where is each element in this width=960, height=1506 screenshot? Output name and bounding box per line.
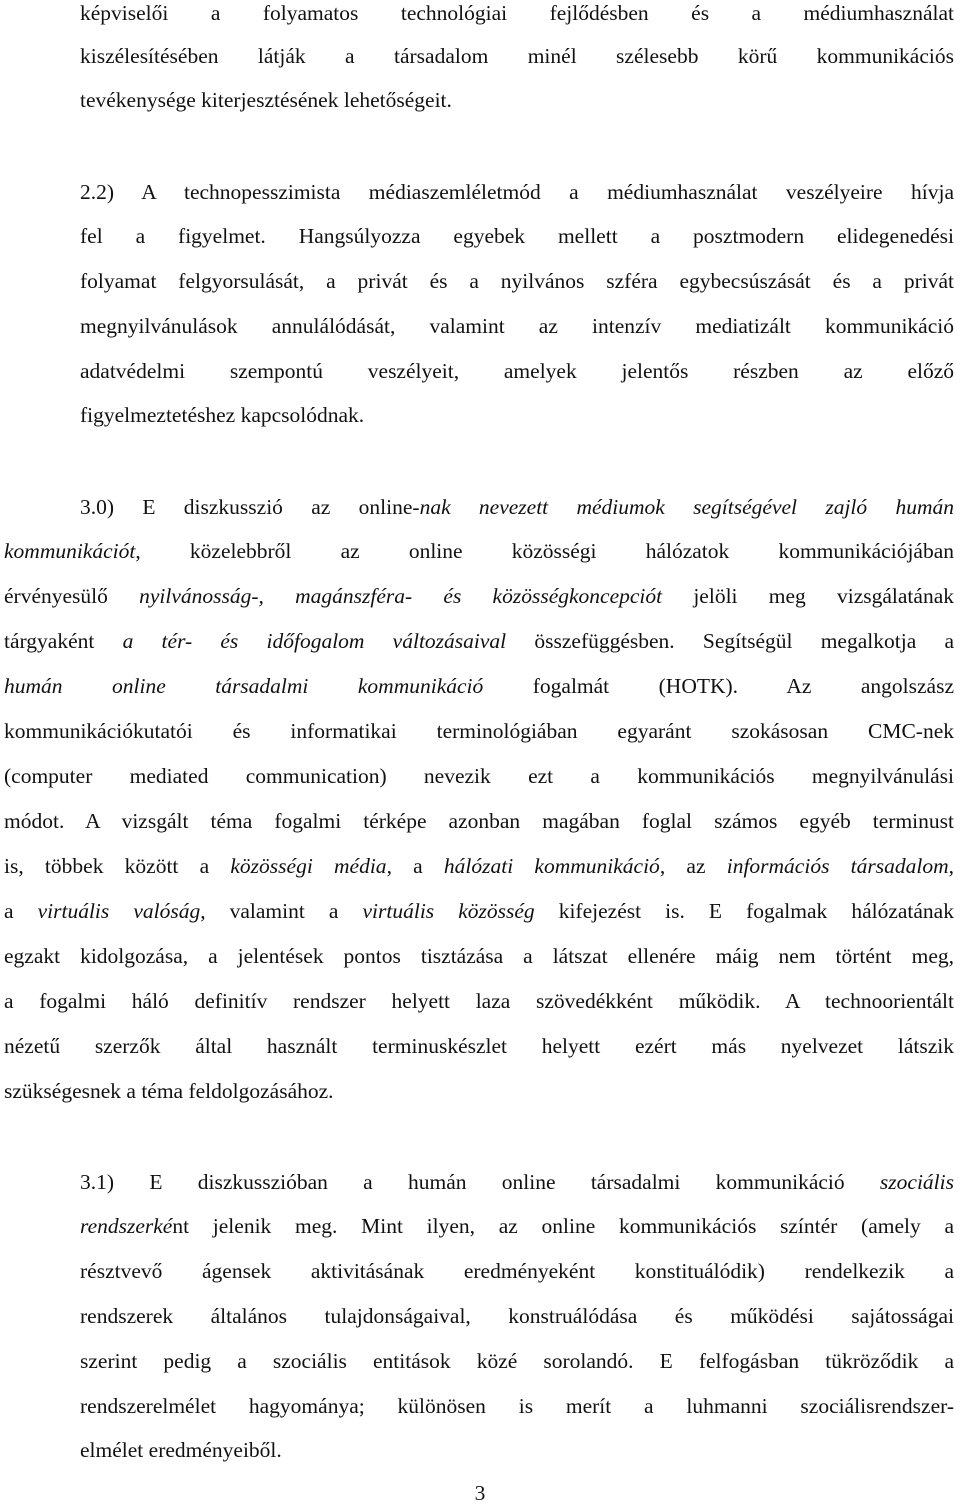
text-line bbox=[80, 268, 954, 294]
text-line bbox=[80, 223, 954, 249]
text-line bbox=[80, 1169, 954, 1195]
text-segment: módot. A vizsgált téma fogalmi térképe azonban magában foglal számos egyéb terminust bbox=[4, 809, 954, 833]
italic-text-segment: a tér- és időfogalom változásaival bbox=[122, 629, 507, 653]
text-segment: érvényesülő bbox=[4, 584, 140, 608]
text-segment: szükségesnek a téma feldolgozásához. bbox=[4, 1079, 334, 1103]
text-line bbox=[80, 1437, 954, 1463]
text-line bbox=[4, 1078, 954, 1104]
italic-text-segment: közösségi média bbox=[230, 854, 387, 878]
italic-text-segment: nyilvánosság-, magánszféra- és közösségkoncepciót bbox=[139, 584, 663, 608]
text-segment: fel a figyelmet. Hangsúlyozza egyebek mellett a posztmodern elidegenedési bbox=[80, 224, 954, 248]
italic-text-segment: rendszerké bbox=[80, 1214, 173, 1238]
text-segment: képviselői a folyamatos technológiai fejlődésben és a médiumhasználat bbox=[80, 1, 954, 25]
text-segment: folyamat felgyorsulását, a privát és a nyilvános szféra egybecsúszását és a privát bbox=[80, 269, 954, 293]
italic-text-segment: nak nevezett médiumok segítségével zajló humán bbox=[419, 495, 954, 519]
text-segment: 2.2) A technopesszimista médiaszemléletmód a médiumhasználat veszélyeire hívja bbox=[80, 180, 954, 204]
text-line bbox=[80, 87, 954, 113]
text-line bbox=[80, 358, 954, 384]
text-line bbox=[4, 853, 954, 879]
text-segment: a fogalmi háló definitív rendszer helyett laza szövedékként működik. A technoorientált bbox=[4, 989, 954, 1013]
text-segment: rendszerek általános tulajdonságaival, konstruálódása és működési sajátosságai bbox=[80, 1304, 954, 1328]
text-segment: összefüggésben. Segítségül megalkotja a bbox=[506, 629, 954, 653]
text-segment: adatvédelmi szempontú veszélyeit, amelyek jelentős részben az előző bbox=[80, 359, 954, 383]
text-line bbox=[4, 538, 954, 564]
text-segment: elmélet eredményeiből. bbox=[80, 1438, 282, 1462]
text-segment: figyelmeztetéshez kapcsolódnak. bbox=[80, 403, 365, 427]
text-segment: (computer mediated communication) nevezik ezt a kommunikációs megnyilvánulási bbox=[4, 764, 954, 788]
text-segment: tárgyaként bbox=[4, 629, 123, 653]
italic-text-segment: virtuális valóság bbox=[37, 899, 201, 923]
text-line bbox=[80, 402, 954, 428]
text-segment: 3.1) E diszkusszióban a humán online társadalmi kommunikáció bbox=[80, 1170, 880, 1194]
text-line bbox=[4, 718, 954, 744]
text-line bbox=[80, 1258, 954, 1284]
text-segment: kifejezést is. E fogalmak hálózatának bbox=[534, 899, 954, 923]
text-segment: , bbox=[948, 854, 954, 878]
text-line bbox=[4, 808, 954, 834]
text-segment: fogalmát (HOTK). Az angolszász bbox=[483, 674, 955, 698]
text-segment: a bbox=[4, 899, 38, 923]
italic-text-segment: kommunikációt bbox=[4, 539, 136, 563]
text-line bbox=[4, 988, 954, 1014]
text-line bbox=[4, 628, 954, 654]
text-segment: egzakt kidolgozása, a jelentések pontos tisztázása a látszat ellenére máig nem történt meg, bbox=[4, 944, 954, 968]
text-line bbox=[80, 179, 954, 205]
text-line bbox=[4, 898, 954, 924]
text-line bbox=[80, 313, 954, 339]
text-segment: nézetű szerzők által használt terminuskészlet helyett ezért más nyelvezet látszik bbox=[4, 1034, 954, 1058]
text-line bbox=[4, 673, 954, 699]
text-line bbox=[80, 494, 954, 520]
text-line bbox=[80, 1393, 954, 1419]
text-line bbox=[80, 0, 954, 26]
text-segment: , a bbox=[386, 854, 444, 878]
text-segment: nt jelenik meg. Mint ilyen, az online kommunikációs színtér (amely a bbox=[172, 1214, 954, 1238]
page-number: 3 bbox=[474, 1481, 486, 1505]
text-segment: jelöli meg vizsgálatának bbox=[662, 584, 954, 608]
text-line bbox=[4, 1033, 954, 1059]
text-line bbox=[4, 763, 954, 789]
italic-text-segment: humán online társadalmi kommunikáció bbox=[4, 674, 484, 698]
text-line bbox=[80, 1348, 954, 1374]
text-line bbox=[4, 583, 954, 609]
text-segment: résztvevő ágensek aktivitásának eredményeként konstituálódik) rendelkezik a bbox=[80, 1259, 954, 1283]
text-segment: kommunikációkutatói és informatikai terminológiában egyaránt szokásosan CMC-nek bbox=[4, 719, 954, 743]
text-segment: , az bbox=[659, 854, 727, 878]
text-segment: szerint pedig a szociális entitások közé sorolandó. E felfogásban tükröződik a bbox=[80, 1349, 954, 1373]
text-segment: tevékenysége kiterjesztésének lehetőségeit. bbox=[80, 88, 452, 112]
text-segment: is, többek között a bbox=[4, 854, 231, 878]
italic-text-segment: információs társadalom bbox=[726, 854, 949, 878]
text-segment: megnyilvánulások annulálódását, valamint az intenzív mediatizált kommunikáció bbox=[80, 314, 954, 338]
italic-text-segment: hálózati kommunikáció bbox=[443, 854, 660, 878]
text-line bbox=[80, 1303, 954, 1329]
text-segment: , közelebbről az online közösségi hálózatok kommunikációjában bbox=[135, 539, 954, 563]
text-line bbox=[4, 943, 954, 969]
text-segment: kiszélesítésében látják a társadalom minél szélesebb körű kommunikációs bbox=[80, 44, 954, 68]
text-segment: , valamint a bbox=[200, 899, 363, 923]
text-segment: 3.0) E diszkusszió az online- bbox=[80, 495, 420, 519]
italic-text-segment: virtuális közösség bbox=[362, 899, 535, 923]
italic-text-segment: szociális bbox=[879, 1170, 954, 1194]
text-segment: rendszerelmélet hagyománya; különösen is merít a luhmanni szociálisrendszer- bbox=[80, 1394, 954, 1418]
text-line bbox=[80, 43, 954, 69]
text-line bbox=[80, 1213, 954, 1239]
